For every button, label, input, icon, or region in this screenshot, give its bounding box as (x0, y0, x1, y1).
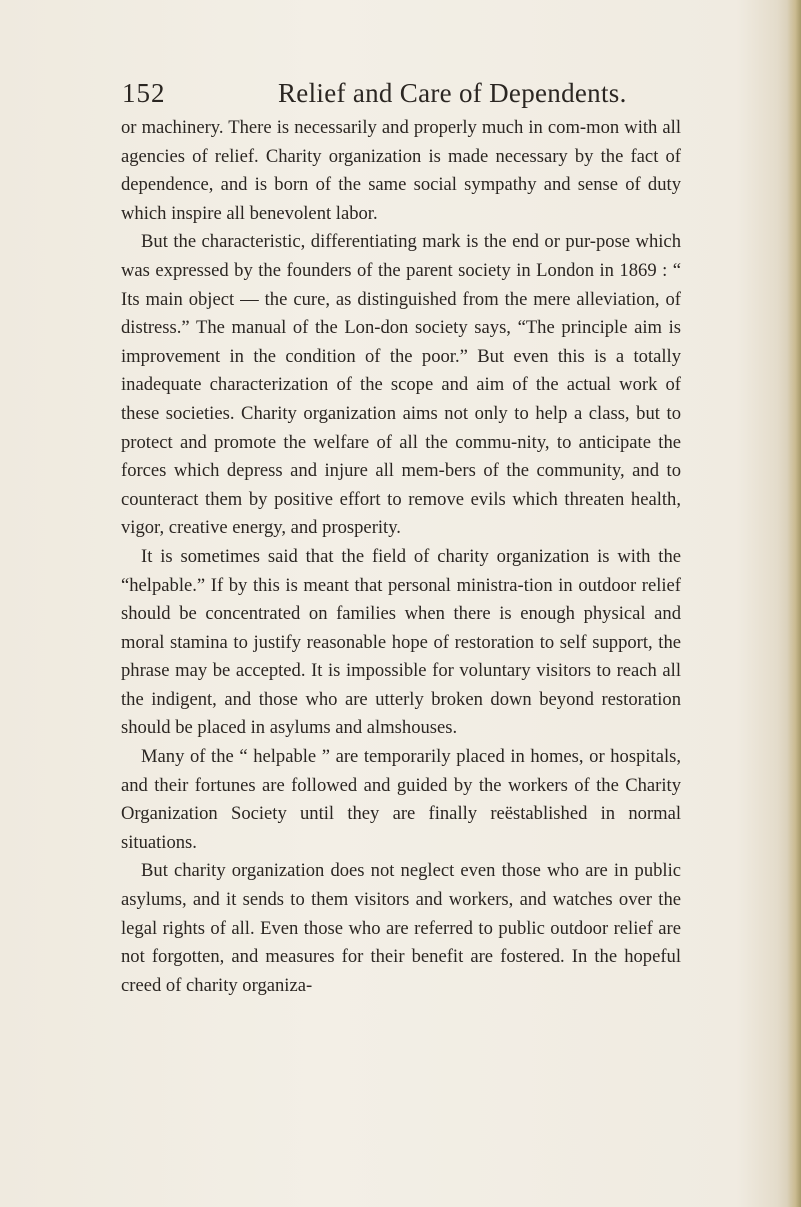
paragraph: But the characteristic, differentiating mark is the end or pur-pose which was expressed by the founders of the parent society in London in 1869 : “ Its main object — the cure, as distinguished from the mere alleviation, of distress.” The manual of the Lon-don society says, “The principle aim is improvement in the condition of the poor.” But even this is a totally inadequate characterization of the scope and aim of the actual work of these societies. Charity organization aims not only to help a class, but to protect and promote the welfare of all the commu-nity, to anticipate the forces which depress and injure all mem-bers of the community, and to counteract them by positive effort to remove evils which threaten health, vigor, creative energy, and prosperity. (121, 231, 681, 539)
page-header (122, 78, 682, 118)
body-text (121, 114, 681, 1000)
running-head: Relief and Care of Dependents. (278, 78, 627, 108)
paragraph: But charity organization does not neglect even those who are in public asylums, and it sends to them visitors and workers, and watches over the legal rights of all. Even those who are referred to public outdoor relief are not forgotten, and measures for their benefit are fostered. In the hopeful creed of charity organiza- (121, 860, 681, 996)
page-edge-shadow (787, 0, 801, 1207)
paragraph-continuation: or machinery. There is necessarily and properly much in com-mon with all agencies of relief. Charity organization is made necessary by the fact of dependence, and is born of the same social sympathy and sense of duty which inspire all benevolent labor. (121, 117, 681, 224)
paragraph: Many of the “ helpable ” are temporarily placed in homes, or hospitals, and their fortunes are followed and guided by the workers of the Charity Organization Society until they are finally reëstablished in normal situations. (121, 746, 681, 853)
paragraph: It is sometimes said that the field of charity organization is with the “helpable.” If by this is meant that personal ministra-tion in outdoor relief should be concentrated on families when there is enough physical and moral stamina to justify reasonable hope of restoration to self support, the phrase may be accepted. It is impossible for voluntary visitors to reach all the indigent, and those who are utterly broken down beyond restoration should be placed in asylums and almshouses. (121, 545, 681, 739)
page-number: 152 (122, 78, 166, 108)
